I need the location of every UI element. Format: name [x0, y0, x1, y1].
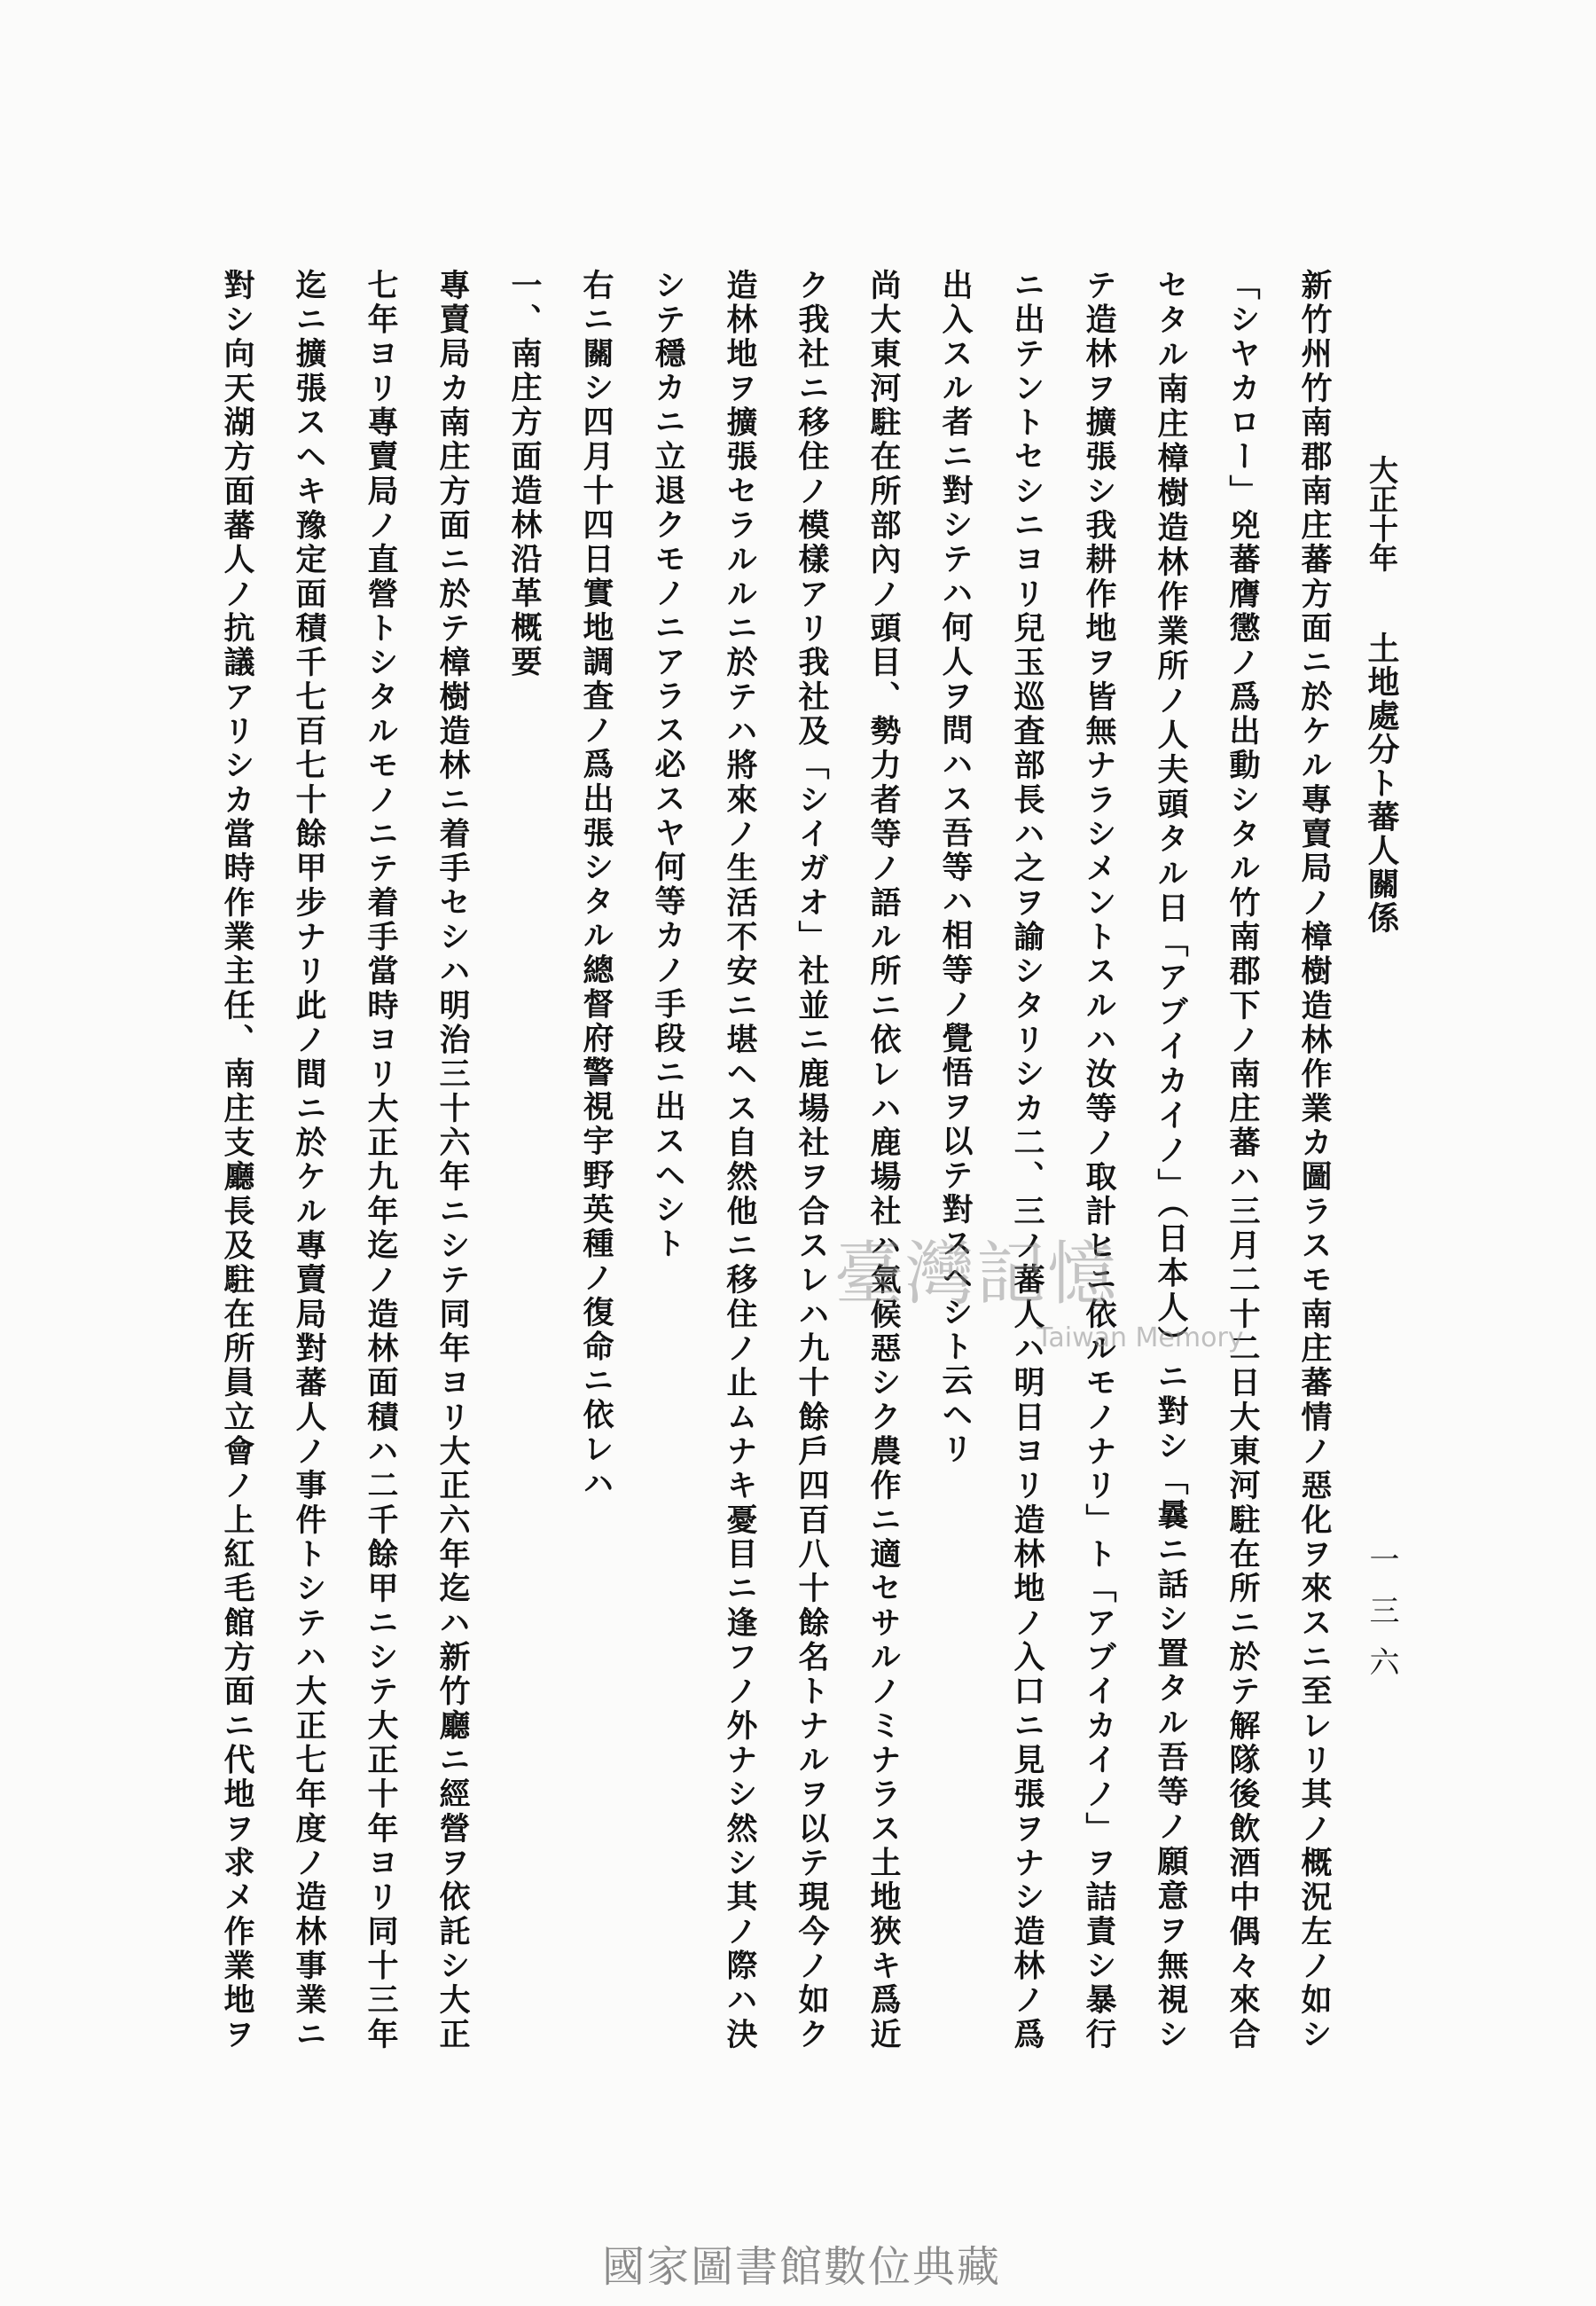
text-column-11: 右ニ關シ四月十四日實地調査ノ爲出張シタル總督府警視宇野英種ノ復命ニ依レハ	[578, 269, 614, 1502]
text-column-7: 尚大東河駐在所部內ノ頭目、勢力者等ノ語ル所ニ依レハ鹿場社ハ氣候惡シク農作ニ適セサルノミナラス土地狹キ爲近	[865, 269, 902, 2049]
text-column-13: 專賣局カ南庄方面ニ於テ樟樹造林ニ着手セシハ明治三十六年ニシテ同年ヨリ大正六年迄ハ新竹廳ニ經營ヲ依託シ大正	[434, 269, 471, 2049]
text-column-6: 出入スル者ニ對シテハ何人ヲ問ハス吾等ハ相等ノ覺悟ヲ以テ對スヘシト云ヘリ	[937, 269, 974, 1467]
section-heading: 一、南庄方面造林沿革概要	[506, 269, 543, 680]
text-column-14: 七年ヨリ專賣局ノ直營トシタルモノニテ着手當時ヨリ大正九年迄ノ造林面積ハ二千餘甲ニシテ大正十年ヨリ同十三年	[363, 269, 399, 2049]
footer-collection-label: 國家圖書館數位典藏	[602, 2242, 1002, 2292]
watermark-logo-latin: Taiwan Memory	[1037, 1322, 1244, 1353]
text-column-16: 對シ向天湖方面蕃人ノ抗議アリシカ當時作業主任、南庄支廳長及駐在所員立會ノ上紅毛館方面ニ代地ヲ求メ作業地ヲ	[219, 269, 255, 2049]
text-column-9: 造林地ヲ擴張セラルルニ於テハ將來ノ生活不安ニ堪ヘス自然他ニ移住ノ止ムナキ憂目ニ逢フノ外ナシ然シ其ノ際ハ決	[722, 269, 758, 2049]
text-column-8: ク我社ニ移住ノ模樣アリ我社及「シイガオ」社並ニ鹿場社ヲ合スレハ九十餘戶四百八十餘名トナルヲ以テ現今ノ如ク	[794, 269, 830, 2049]
watermark-logo-text: 臺灣記憶	[834, 1235, 1119, 1314]
page-number: 一三六	[1364, 1543, 1399, 1698]
text-column-2: 「シヤカロー」兇蕃膺懲ノ爲出動シタル竹南郡下ノ南庄蕃ハ三月二十二日大東河駐在所ニ於テ解隊後飲酒中偶々來合	[1224, 269, 1261, 2049]
running-title: 土地處分ト蕃人關係	[1363, 631, 1400, 935]
text-column-1: 新竹州竹南郡南庄蕃方面ニ於ケル專賣局ノ樟樹造林作業カ圖ラスモ南庄蕃情ノ惡化ヲ來スニ至レリ其ノ概況左ノ如シ	[1296, 269, 1333, 2049]
text-column-10: シテ穩カニ立退クモノニアラス必スヤ何等カノ手段ニ出スヘシト	[650, 269, 686, 1262]
running-title-era: 大正十年	[1365, 455, 1399, 572]
text-column-5: ニ出テントセシニヨリ兒玉巡査部長ハ之ヲ諭シタリシカ二、三ノ蕃人ハ明日ヨリ造林地ノ入口ニ見張ヲナシ造林ノ爲	[1009, 269, 1045, 2049]
text-column-15: 迄ニ擴張スヘキ豫定面積千七百七十餘甲步ナリ此ノ間ニ於ケル專賣局對蕃人ノ事件トシテハ大正七年度ノ造林事業ニ	[291, 269, 327, 2049]
text-column-4: テ造林ヲ擴張シ我耕作地ヲ皆無ナラシメントスルハ汝等ノ取計ヒニ依ルモノナリ」ト「アブイカイノ」ヲ詰責シ暴行	[1081, 269, 1117, 2049]
text-column-3: セタル南庄樟樹造林作業所ノ人夫頭タル日「アブイカイノ」（日本人）ニ對シ「曩ニ話シ置タル吾等ノ願意ヲ無視シ	[1153, 269, 1189, 2049]
